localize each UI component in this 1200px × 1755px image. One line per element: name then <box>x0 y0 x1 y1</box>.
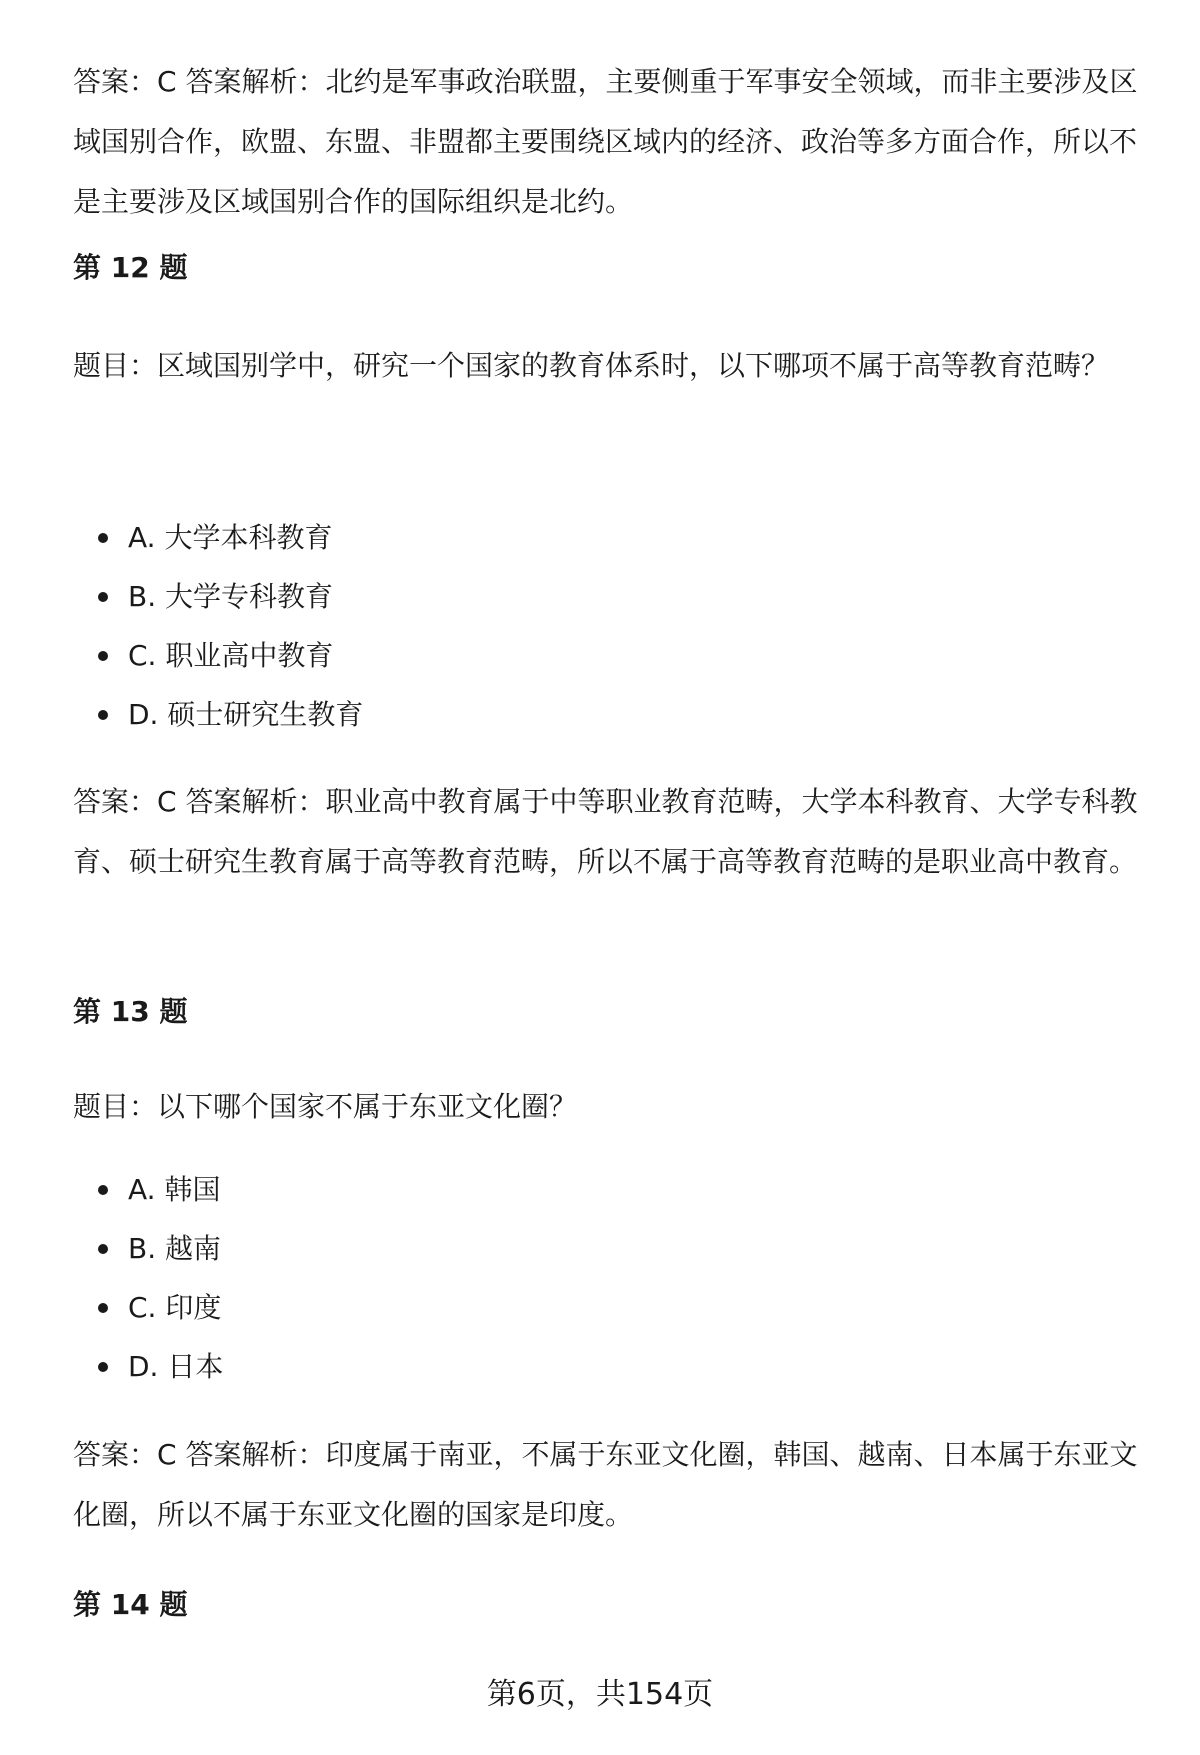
option-label: D. 日本 <box>128 1350 224 1383</box>
answer-explanation-13: 答案：C 答案解析：印度属于南亚，不属于东亚文化圈，韩国、越南、日本属于东亚文化圈，所以不属于东亚文化圈的国家是印度。 <box>73 1438 1138 1531</box>
question-text-13: 题目：以下哪个国家不属于东亚文化圈？ <box>73 1090 578 1123</box>
option-item <box>73 626 363 685</box>
option-item <box>73 1278 223 1337</box>
bullet-icon <box>98 1244 108 1254</box>
answer-explanation-12: 答案：C 答案解析：职业高中教育属于中等职业教育范畴，大学本科教育、大学专科教育、硕士研究生教育属于高等教育范畴，所以不属于高等教育范畴的是职业高中教育。 <box>73 785 1138 878</box>
question-heading-12: 第 12 题 <box>73 251 188 284</box>
option-label: C. 职业高中教育 <box>128 639 334 672</box>
option-label: C. 印度 <box>128 1291 222 1324</box>
option-label: A. 大学本科教育 <box>128 521 333 554</box>
options-list-13 <box>73 1160 223 1396</box>
bullet-icon <box>98 1303 108 1313</box>
option-item <box>73 1160 223 1219</box>
bullet-icon <box>98 533 108 543</box>
answer-explanation-11: 答案：C 答案解析：北约是军事政治联盟，主要侧重于军事安全领域，而非主要涉及区域国别合作，欧盟、东盟、非盟都主要围绕区域内的经济、政治等多方面合作，所以不是主要涉及区域国别合作的国际组织是北约。 <box>73 65 1138 218</box>
question-heading-13: 第 13 题 <box>73 995 188 1028</box>
option-label: B. 越南 <box>128 1232 222 1265</box>
bullet-icon <box>98 1362 108 1372</box>
option-label: D. 硕士研究生教育 <box>128 698 364 731</box>
bullet-icon <box>98 1185 108 1195</box>
bullet-icon <box>98 592 108 602</box>
option-item <box>73 685 363 744</box>
bullet-icon <box>98 710 108 720</box>
option-item <box>73 508 363 567</box>
option-item <box>73 567 363 626</box>
question-text-12: 题目：区域国别学中，研究一个国家的教育体系时，以下哪项不属于高等教育范畴？ <box>73 349 1110 382</box>
question-heading-14: 第 14 题 <box>73 1588 188 1621</box>
bullet-icon <box>98 651 108 661</box>
option-item <box>73 1337 223 1396</box>
option-item <box>73 1219 223 1278</box>
option-label: A. 韩国 <box>128 1173 221 1206</box>
option-label: B. 大学专科教育 <box>128 580 334 613</box>
options-list-12 <box>73 508 363 744</box>
page-number-footer: 第6页，共154页 <box>486 1677 714 1712</box>
